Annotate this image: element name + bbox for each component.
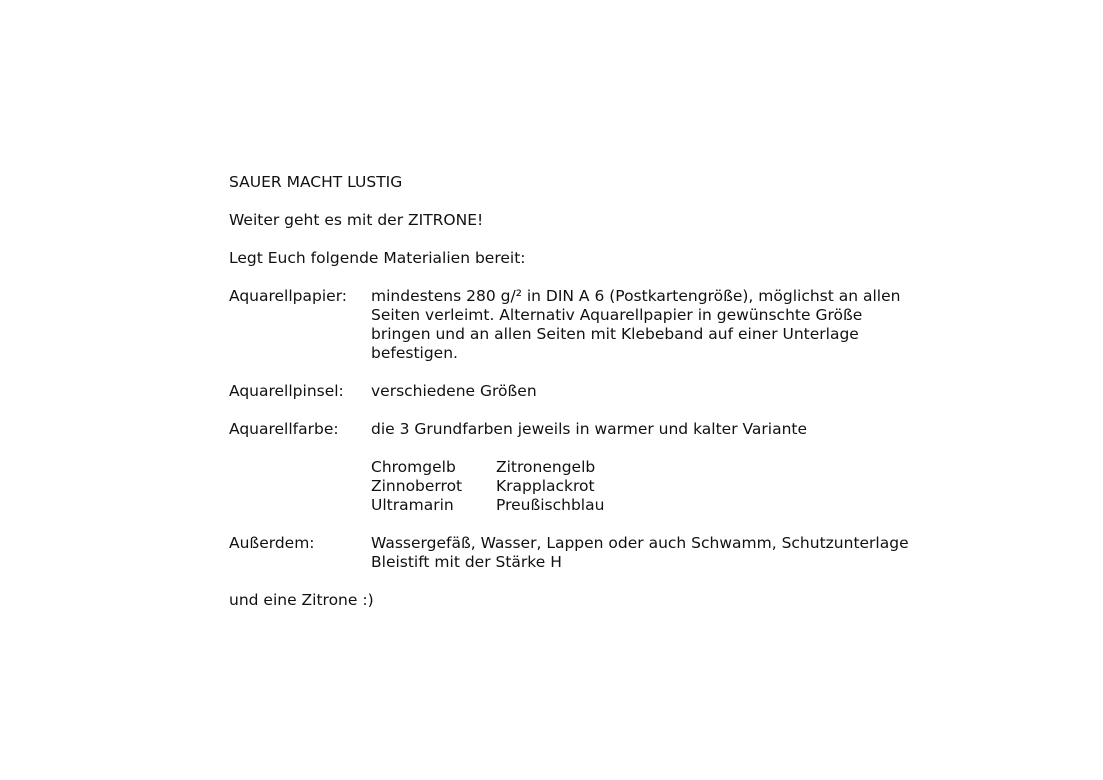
intro-text: Weiter geht es mit der ZITRONE! <box>229 211 484 229</box>
material-label: Außerdem: <box>229 534 315 552</box>
description-line: die 3 Grundfarben jeweils in warmer und kalter Variante <box>371 420 808 438</box>
material-row-paper <box>229 287 901 363</box>
color-pair <box>371 458 889 477</box>
cold-color: Zitronengelb <box>496 458 596 476</box>
document-body <box>229 173 909 629</box>
warm-color: Ultramarin <box>371 496 454 514</box>
color-pair <box>371 477 889 496</box>
material-row-brush <box>229 382 889 401</box>
materials-prompt: Legt Euch folgende Materialien bereit: <box>229 249 526 267</box>
color-pair <box>371 496 889 515</box>
material-row-extras <box>229 534 909 572</box>
cold-color: Preußischblau <box>496 496 605 514</box>
description-line: mindestens 280 g/² in DIN A 6 (Postkartengröße), möglichst an allen <box>371 287 901 305</box>
material-description <box>371 534 909 572</box>
warm-color: Zinnoberrot <box>371 477 463 495</box>
material-description <box>371 420 889 439</box>
description-line: befestigen. <box>371 344 458 362</box>
description-line: verschiedene Größen <box>371 382 537 400</box>
material-description <box>371 287 900 363</box>
material-row-paint <box>229 420 889 439</box>
description-line: Seiten verleimt. Alternativ Aquarellpapier in gewünschte Größe <box>371 306 863 324</box>
material-description <box>371 382 889 401</box>
description-line: bringen und an allen Seiten mit Klebeband auf einer Unterlage <box>371 325 859 343</box>
material-label: Aquarellpapier: <box>229 287 348 305</box>
cold-color: Krapplackrot <box>496 477 595 495</box>
material-label: Aquarellpinsel: <box>229 382 344 400</box>
color-list <box>371 458 889 515</box>
closing-text: und eine Zitrone :) <box>229 591 374 609</box>
warm-color: Chromgelb <box>371 458 456 476</box>
document-title: SAUER MACHT LUSTIG <box>229 173 403 191</box>
material-label: Aquarellfarbe: <box>229 420 339 438</box>
description-line: Wassergefäß, Wasser, Lappen oder auch Schwamm, Schutzunterlage <box>371 534 909 552</box>
description-line: Bleistift mit der Stärke H <box>371 553 562 571</box>
